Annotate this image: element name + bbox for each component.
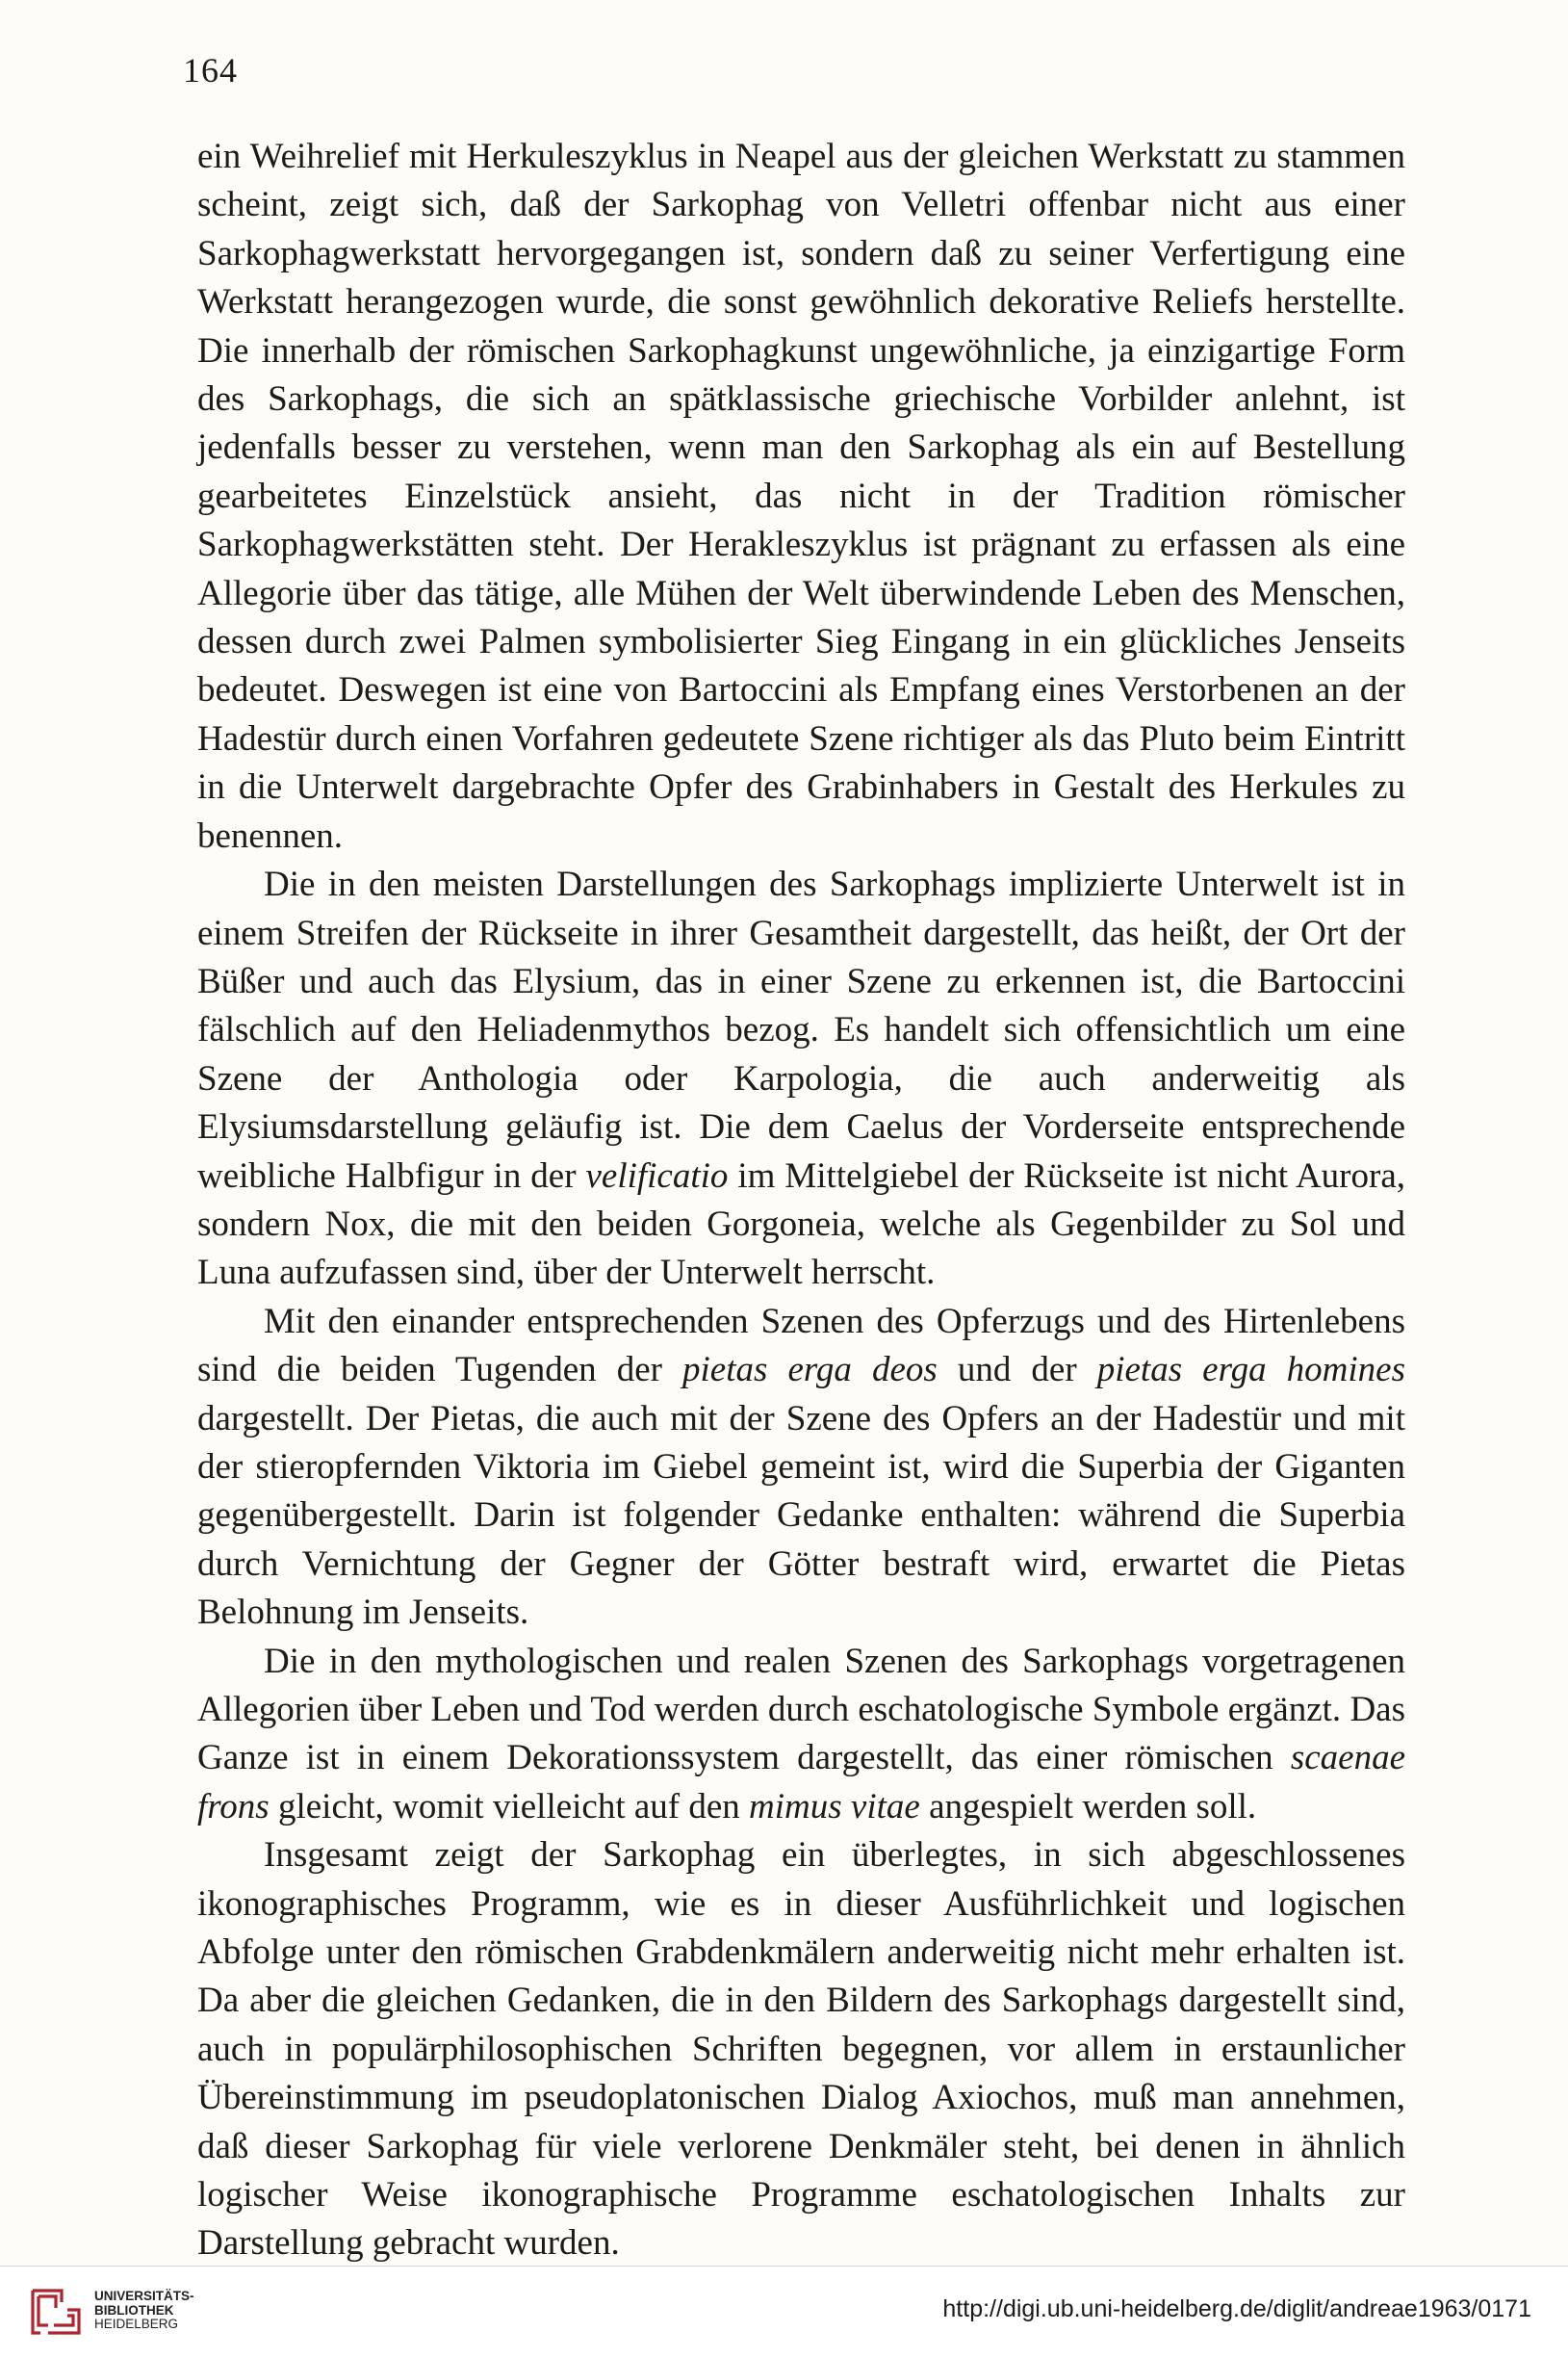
ub-heidelberg-logo-icon[interactable]	[27, 2283, 85, 2341]
library-name-line-2: BIBLIOTHEK	[94, 2302, 174, 2318]
text-run: Insgesamt zeigt der Sarkophag ein überlegtes, in sich abgeschlossenes ikonographisches Programm, wie es in dieser Ausführlichkeit und logischen Abfolge unter den römischen Grabdenkmälern anderweitig nicht mehr erhalten ist. Da aber die gleichen Gedanken, die in den Bildern des Sarkophags dargestellt sind, auch in populärphilosophischen Schriften begegnen, vor allem in erstaunlicher Übereinstimmung im pseudoplatonischen Dialog Axiochos, muß man annehmen, daß dieser Sarkophag für viele verlorene Denkmäler steht, bei denen in ähnlich logischer Weise ikonographische Programme eschatologischen Inhalts zur Darstellung gebracht wurden.	[197, 1835, 1405, 2264]
text-run: angespielt werden soll.	[919, 1786, 1257, 1827]
text-run: und der	[937, 1350, 1097, 1390]
paragraph	[197, 1831, 1405, 2268]
text-run: Mit den einander entsprechenden Szenen des Opferzugs und des Hirtenlebens sind die beiden Tugenden der	[197, 1301, 1405, 1390]
paragraph	[197, 861, 1405, 1298]
text-run: ein Weihrelief mit Herkuleszyklus in Neapel aus der gleichen Werkstatt zu stammen scheint, zeigt sich, daß der Sarkophag von Velletri offenbar nicht aus einer Sarkophagwerkstatt hervorgegangen ist, sondern daß zu seiner Verfertigung eine Werkstatt herangezogen wurde, die sonst gewöhnlich dekorative Reliefs herstellte. Die innerhalb der römischen Sarkophagkunst ungewöhnliche, ja einzigartige Form des Sarkophags, die sich an spätklassische griechische Vorbilder anlehnt, ist jedenfalls besser zu verstehen, wenn man den Sarkophag als ein auf Bestellung gearbeitetes Einzelstück ansieht, das nicht in der Tradition römischer Sarkophagwerkstätten steht. Der Herakleszyklus ist prägnant zu erfassen als eine Allegorie über das tätige, alle Mühen der Welt überwindende Leben des Menschen, dessen durch zwei Palmen symbolisierter Sieg Eingang in ein glückliches Jenseits bedeutet. Deswegen ist eine von Bartoccini als Empfang eines Verstorbenen an der Hadestür durch einen Vorfahren gedeutete Szene richtiger als das Pluto beim Eintritt in die Unterwelt dargebrachte Opfer des Grabinhabers in Gestalt des Herkules zu benennen.	[197, 137, 1405, 856]
paragraph	[197, 1298, 1405, 1638]
text-run: Die in den mythologischen und realen Szenen des Sarkophags vorgetragenen Allegorien über Leben und Tod werden durch eschatologische Symbole ergänzt. Das Ganze ist in einem Dekorationssystem dargestellt, das einer römischen	[197, 1641, 1405, 1778]
text-run: im Mittelgiebel der Rückseite ist nicht Aurora, sondern Nox, die mit den beiden Gorgoneia, welche als Gegenbilder zu Sol und Luna aufzufassen sind, über der Unterwelt herrscht.	[197, 1155, 1405, 1293]
italic-term: scaenae frons	[197, 1738, 1405, 1827]
paragraph	[197, 1638, 1405, 1832]
italic-term: pietas erga homines	[1096, 1350, 1406, 1390]
italic-term: velificatio	[585, 1155, 729, 1196]
source-url-link[interactable]: http://digi.ub.uni-heidelberg.de/diglit/andreae1963/0171	[942, 2295, 1531, 2322]
text-run: Die in den meisten Darstellungen des Sarkophags implizierte Unterwelt ist in einem Streifen der Rückseite in ihrer Gesamtheit dargestellt, das heißt, der Ort der Büßer und auch das Elysium, das in einer Szene zu erkennen ist, die Bartoccini fälschlich auf den Heliadenmythos bezog. Es handelt sich offensichtlich um eine Szene der Anthologia oder Karpologia, die auch anderweitig als Elysiumsdarstellung geläufig ist. Die dem Caelus der Vorderseite entsprechende weibliche Halbfigur in der	[197, 865, 1405, 1196]
body-text	[197, 133, 1405, 2268]
page-number: 164	[183, 51, 238, 90]
footer-bar	[0, 2266, 1568, 2358]
paragraph	[197, 133, 1405, 861]
text-run: dargestellt. Der Pietas, die auch mit der Szene des Opfers an der Hadestür und mit der stieropfernden Viktoria im Giebel gemeint ist, wird die Superbia der Giganten gegenübergestellt. Darin ist folgender Gedanke enthalten: während die Superbia durch Vernichtung der Gegner der Götter bestraft wird, erwartet die Pietas Belohnung im Jenseits.	[197, 1398, 1405, 1633]
italic-term: mimus vitae	[749, 1786, 920, 1827]
library-name-line-3: HEIDELBERG	[94, 2317, 179, 2331]
italic-term: pietas erga deos	[682, 1350, 938, 1390]
text-run: gleicht, womit vielleicht auf den	[269, 1786, 750, 1827]
library-name[interactable]	[94, 2290, 194, 2332]
library-name-line-1: UNIVERSITÄTS-	[94, 2289, 194, 2303]
